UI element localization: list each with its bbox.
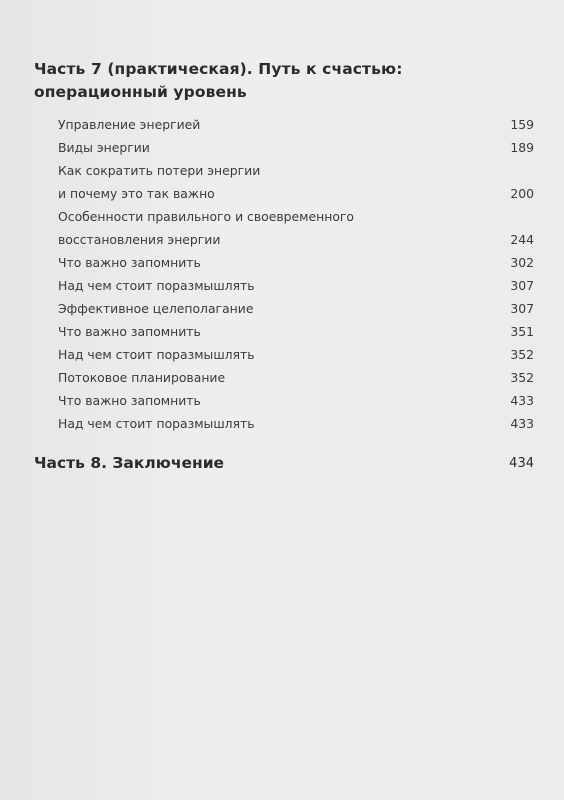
toc-entry-title-line-2: и почему это так важно xyxy=(58,186,215,201)
toc-entry xyxy=(58,159,534,205)
toc-entry xyxy=(58,205,534,251)
toc-entry-title: Над чем стоит поразмышлять xyxy=(58,416,255,431)
part-8-row xyxy=(34,452,534,475)
toc-entry-title-line-1: Как сократить потери энергии xyxy=(58,163,261,178)
toc-entry-page: 352 xyxy=(510,347,534,362)
toc-entry-title: Что важно запомнить xyxy=(58,393,201,408)
part-7-heading-line-1: Часть 7 (практическая). Путь к счастью: xyxy=(34,60,403,78)
toc-entry xyxy=(58,389,534,412)
toc-entry-title: Над чем стоит поразмышлять xyxy=(58,278,255,293)
toc-entry-title-line-2: восстановления энергии xyxy=(58,232,221,247)
part-7-heading-line-2: операционный уровень xyxy=(34,83,247,101)
toc-entry xyxy=(58,113,534,136)
toc-entry-title: Что важно запомнить xyxy=(58,324,201,339)
toc-entry-page: 244 xyxy=(510,232,534,247)
toc-entry-title: Потоковое планирование xyxy=(58,370,226,385)
part-8-page: 434 xyxy=(509,456,534,471)
toc-entry-title-line-1: Особенности правильного и своевременного xyxy=(58,209,355,224)
toc-entry-page: 433 xyxy=(510,393,534,408)
toc-entry xyxy=(58,366,534,389)
toc-entry-page: 302 xyxy=(510,255,534,270)
toc-entry xyxy=(58,412,534,435)
toc-entry xyxy=(58,297,534,320)
toc-entry-page: 307 xyxy=(510,278,534,293)
toc-entry-page: 159 xyxy=(510,117,534,132)
toc-entry-page: 433 xyxy=(510,416,534,431)
toc-entry xyxy=(58,343,534,366)
part-7-heading xyxy=(34,58,434,104)
toc-entry xyxy=(58,320,534,343)
toc-entry xyxy=(58,251,534,274)
toc-entry-page: 307 xyxy=(510,301,534,316)
toc-entry-title: Над чем стоит поразмышлять xyxy=(58,347,255,362)
toc-entry-page: 352 xyxy=(510,370,534,385)
toc-entry xyxy=(58,136,534,159)
toc-entry-title: Что важно запомнить xyxy=(58,255,201,270)
toc-entry-page: 200 xyxy=(510,186,534,201)
toc-entry xyxy=(58,274,534,297)
toc-entry-title: Управление энергией xyxy=(58,117,201,132)
toc-entry-page: 351 xyxy=(510,324,534,339)
toc-entry-title: Эффективное целеполагание xyxy=(58,301,254,316)
part-8-title: Часть 8. Заключение xyxy=(34,454,225,472)
toc-entry-page: 189 xyxy=(510,140,534,155)
toc-entry-title: Виды энергии xyxy=(58,140,150,155)
